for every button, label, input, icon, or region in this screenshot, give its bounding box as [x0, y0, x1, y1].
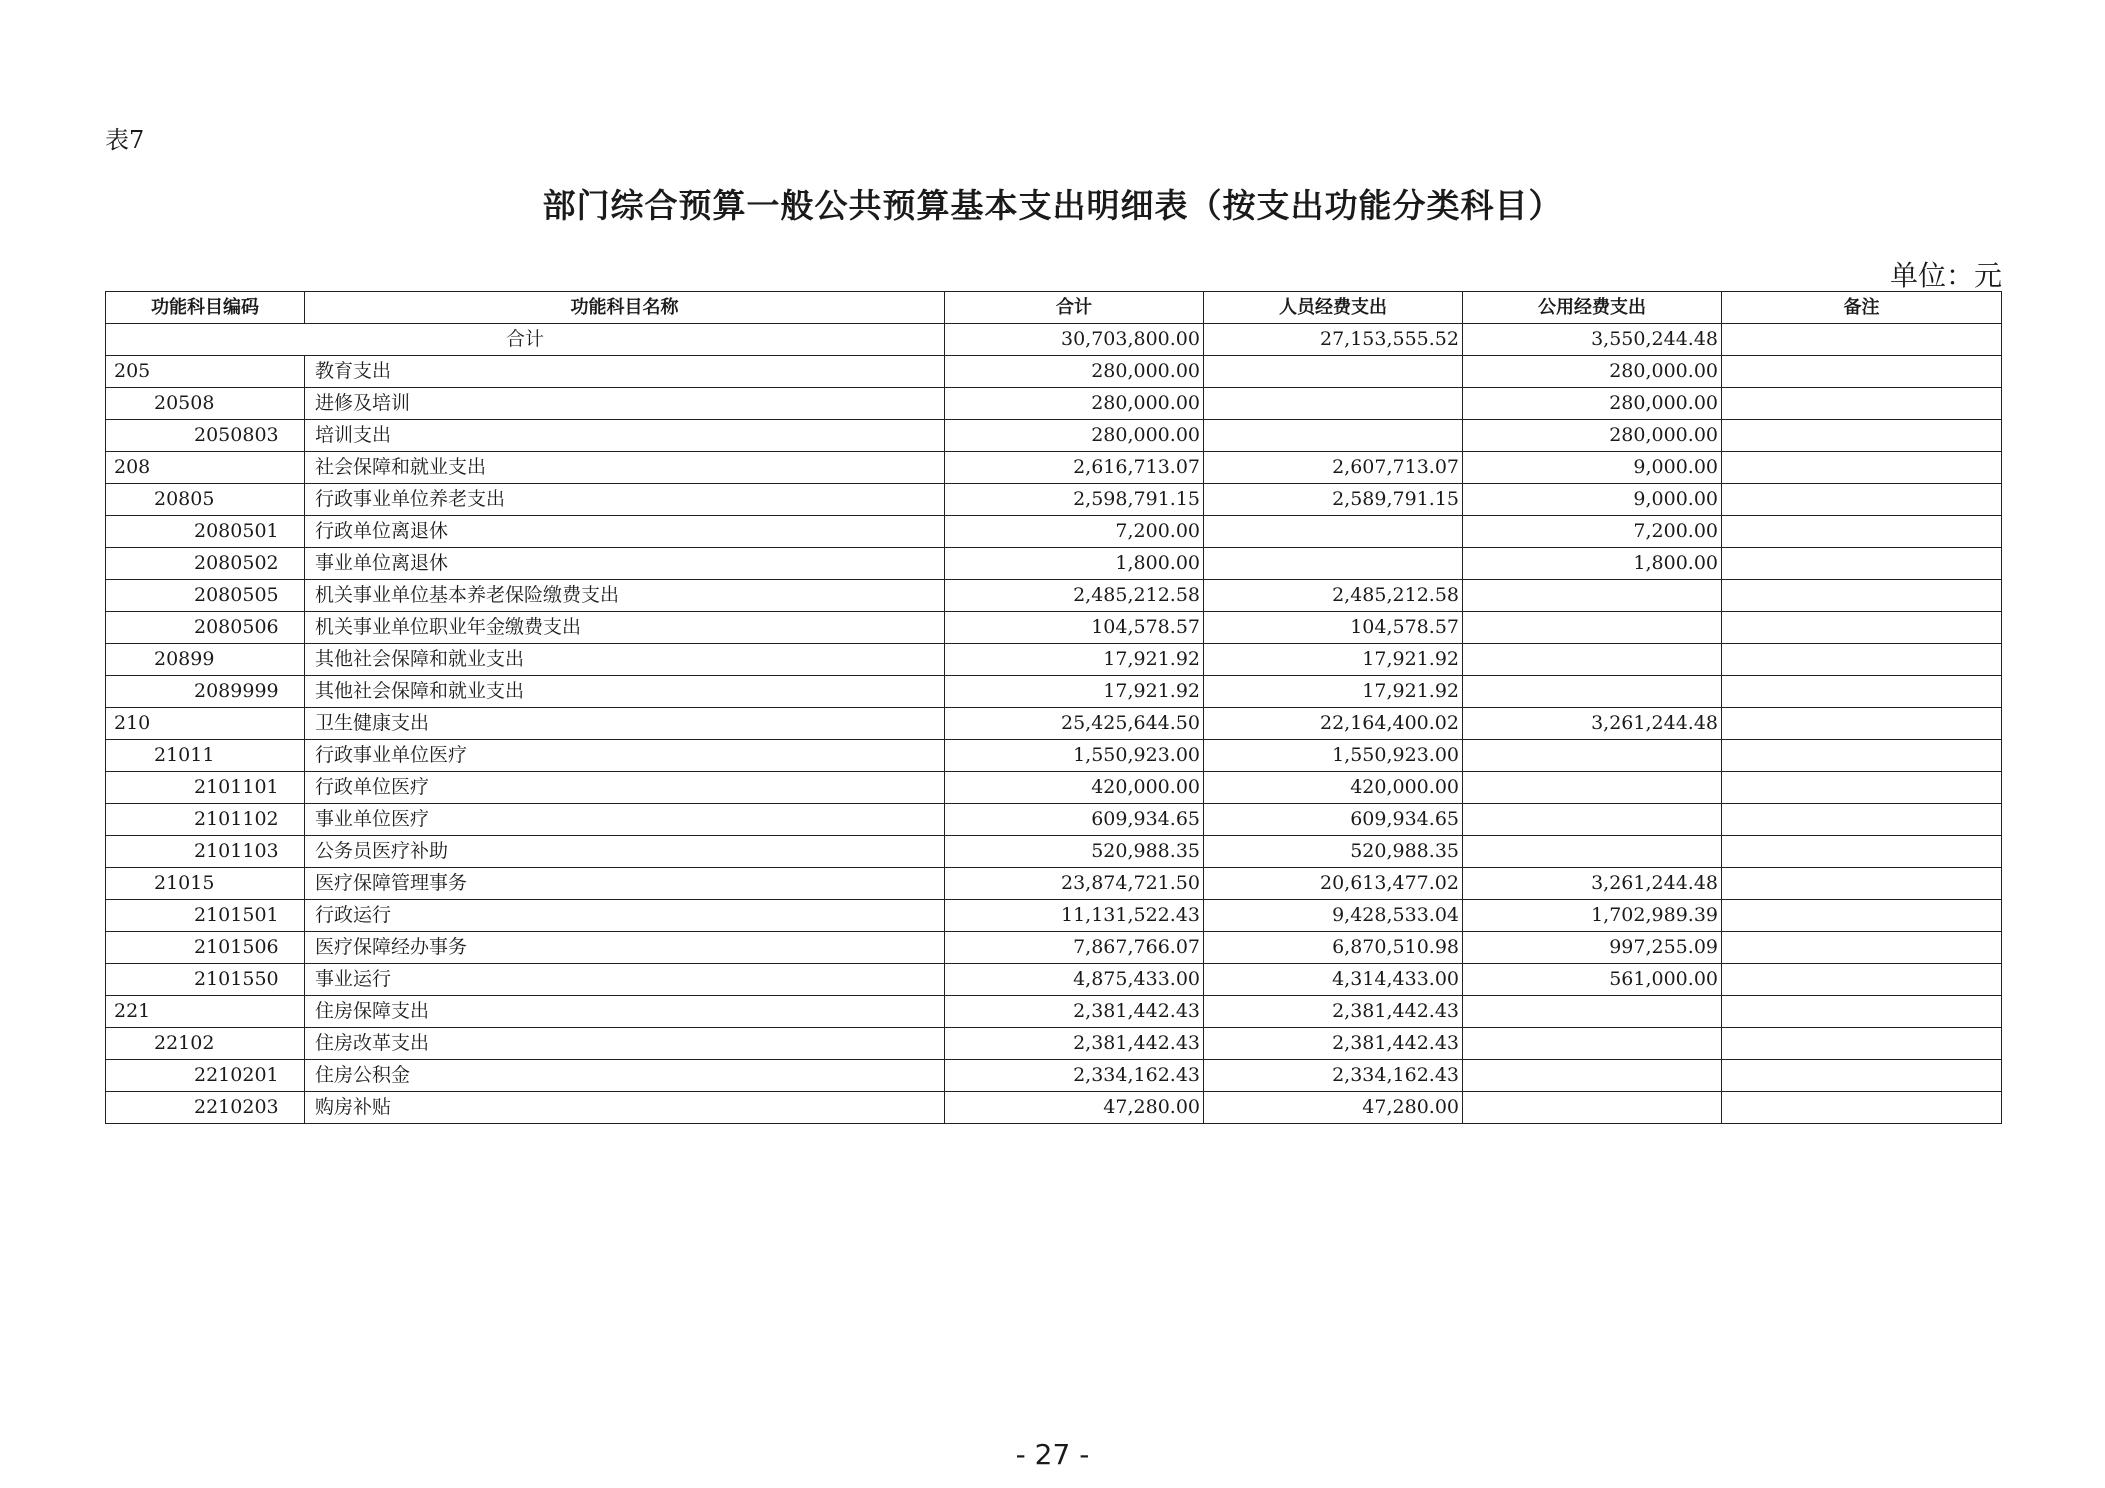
row-name: 其他社会保障和就业支出 [305, 676, 945, 708]
row-personnel: 2,589,791.15 [1204, 484, 1463, 516]
row-note [1722, 612, 2002, 644]
row-code: 20508 [106, 388, 305, 420]
row-public: 561,000.00 [1463, 964, 1722, 996]
row-total: 280,000.00 [945, 420, 1204, 452]
row-note [1722, 836, 2002, 868]
row-public: 3,261,244.48 [1463, 708, 1722, 740]
row-total: 17,921.92 [945, 676, 1204, 708]
row-public: 1,800.00 [1463, 548, 1722, 580]
table-row [106, 804, 2002, 836]
row-personnel: 4,314,433.00 [1204, 964, 1463, 996]
row-name: 行政单位离退休 [305, 516, 945, 548]
row-public [1463, 644, 1722, 676]
row-public [1463, 676, 1722, 708]
table-body [106, 324, 2002, 1124]
row-name: 住房公积金 [305, 1060, 945, 1092]
row-code: 2101550 [106, 964, 305, 996]
row-public [1463, 612, 1722, 644]
row-note [1722, 964, 2002, 996]
row-total: 2,381,442.43 [945, 996, 1204, 1028]
row-code: 2101506 [106, 932, 305, 964]
row-personnel [1204, 420, 1463, 452]
header-code: 功能科目编码 [106, 292, 305, 324]
row-personnel: 2,334,162.43 [1204, 1060, 1463, 1092]
row-code: 210 [106, 708, 305, 740]
table-row [106, 548, 2002, 580]
row-public [1463, 1092, 1722, 1124]
row-name: 行政事业单位医疗 [305, 740, 945, 772]
row-name: 行政运行 [305, 900, 945, 932]
row-personnel: 520,988.35 [1204, 836, 1463, 868]
table-label: 表7 [105, 126, 145, 154]
row-note [1722, 548, 2002, 580]
row-code: 22102 [106, 1028, 305, 1060]
row-total: 4,875,433.00 [945, 964, 1204, 996]
row-note [1722, 644, 2002, 676]
row-public [1463, 804, 1722, 836]
row-name: 行政单位医疗 [305, 772, 945, 804]
table-row [106, 612, 2002, 644]
table-row [106, 644, 2002, 676]
row-code: 2089999 [106, 676, 305, 708]
row-note [1722, 452, 2002, 484]
row-public [1463, 996, 1722, 1028]
row-code: 2101103 [106, 836, 305, 868]
row-total: 2,381,442.43 [945, 1028, 1204, 1060]
row-personnel: 47,280.00 [1204, 1092, 1463, 1124]
row-note [1722, 932, 2002, 964]
row-public: 1,702,989.39 [1463, 900, 1722, 932]
row-personnel: 9,428,533.04 [1204, 900, 1463, 932]
row-note [1722, 484, 2002, 516]
row-personnel [1204, 516, 1463, 548]
row-name: 住房改革支出 [305, 1028, 945, 1060]
row-public: 7,200.00 [1463, 516, 1722, 548]
row-code: 2080506 [106, 612, 305, 644]
row-personnel: 17,921.92 [1204, 644, 1463, 676]
row-name: 培训支出 [305, 420, 945, 452]
table-row [106, 356, 2002, 388]
row-total: 609,934.65 [945, 804, 1204, 836]
row-total: 1,550,923.00 [945, 740, 1204, 772]
header-public: 公用经费支出 [1463, 292, 1722, 324]
row-code: 2050803 [106, 420, 305, 452]
row-code: 2080505 [106, 580, 305, 612]
row-note [1722, 740, 2002, 772]
row-public [1463, 740, 1722, 772]
row-total: 2,616,713.07 [945, 452, 1204, 484]
row-personnel: 609,934.65 [1204, 804, 1463, 836]
row-total: 280,000.00 [945, 356, 1204, 388]
row-code: 21011 [106, 740, 305, 772]
row-personnel: 2,485,212.58 [1204, 580, 1463, 612]
row-personnel: 6,870,510.98 [1204, 932, 1463, 964]
row-code: 20805 [106, 484, 305, 516]
row-note [1722, 900, 2002, 932]
row-name: 事业单位医疗 [305, 804, 945, 836]
row-personnel: 2,381,442.43 [1204, 996, 1463, 1028]
row-total: 11,131,522.43 [945, 900, 1204, 932]
row-note [1722, 580, 2002, 612]
table-row [106, 516, 2002, 548]
table-row [106, 868, 2002, 900]
row-code: 2101101 [106, 772, 305, 804]
row-name: 卫生健康支出 [305, 708, 945, 740]
row-public: 280,000.00 [1463, 420, 1722, 452]
row-public [1463, 1060, 1722, 1092]
header-personnel: 人员经费支出 [1204, 292, 1463, 324]
row-personnel: 2,607,713.07 [1204, 452, 1463, 484]
row-name: 公务员医疗补助 [305, 836, 945, 868]
row-public: 997,255.09 [1463, 932, 1722, 964]
row-personnel: 2,381,442.43 [1204, 1028, 1463, 1060]
budget-table [105, 291, 2002, 1124]
row-code: 208 [106, 452, 305, 484]
row-name: 进修及培训 [305, 388, 945, 420]
row-code: 2080501 [106, 516, 305, 548]
row-personnel [1204, 356, 1463, 388]
row-note [1722, 1028, 2002, 1060]
row-code: 205 [106, 356, 305, 388]
row-personnel: 22,164,400.02 [1204, 708, 1463, 740]
row-total: 25,425,644.50 [945, 708, 1204, 740]
header-total: 合计 [945, 292, 1204, 324]
row-name: 医疗保障管理事务 [305, 868, 945, 900]
row-total: 2,598,791.15 [945, 484, 1204, 516]
total-row-public: 3,550,244.48 [1463, 324, 1722, 356]
row-public: 280,000.00 [1463, 356, 1722, 388]
row-note [1722, 804, 2002, 836]
table-row [106, 932, 2002, 964]
table-row [106, 836, 2002, 868]
row-total: 2,485,212.58 [945, 580, 1204, 612]
total-row-total: 30,703,800.00 [945, 324, 1204, 356]
row-name: 社会保障和就业支出 [305, 452, 945, 484]
row-total: 47,280.00 [945, 1092, 1204, 1124]
total-row-label: 合计 [106, 324, 945, 356]
row-public: 9,000.00 [1463, 484, 1722, 516]
table-row [106, 964, 2002, 996]
row-name: 机关事业单位职业年金缴费支出 [305, 612, 945, 644]
row-public [1463, 1028, 1722, 1060]
row-total: 2,334,162.43 [945, 1060, 1204, 1092]
row-public: 9,000.00 [1463, 452, 1722, 484]
row-personnel [1204, 388, 1463, 420]
table-row [106, 1060, 2002, 1092]
row-personnel [1204, 548, 1463, 580]
row-note [1722, 996, 2002, 1028]
row-personnel: 420,000.00 [1204, 772, 1463, 804]
row-code: 2101102 [106, 804, 305, 836]
total-row-note [1722, 324, 2002, 356]
row-name: 其他社会保障和就业支出 [305, 644, 945, 676]
row-code: 21015 [106, 868, 305, 900]
row-total: 7,867,766.07 [945, 932, 1204, 964]
row-note [1722, 388, 2002, 420]
row-name: 教育支出 [305, 356, 945, 388]
row-note [1722, 1060, 2002, 1092]
row-name: 医疗保障经办事务 [305, 932, 945, 964]
row-name: 住房保障支出 [305, 996, 945, 1028]
row-total: 1,800.00 [945, 548, 1204, 580]
row-code: 20899 [106, 644, 305, 676]
table-row [106, 708, 2002, 740]
row-total: 520,988.35 [945, 836, 1204, 868]
row-personnel: 20,613,477.02 [1204, 868, 1463, 900]
row-name: 购房补贴 [305, 1092, 945, 1124]
table-row [106, 772, 2002, 804]
table-row [106, 740, 2002, 772]
table-row [106, 420, 2002, 452]
row-code: 2210203 [106, 1092, 305, 1124]
unit-label: 单位：元 [1889, 259, 2002, 292]
total-row-personnel: 27,153,555.52 [1204, 324, 1463, 356]
table-row [106, 900, 2002, 932]
table-row [106, 388, 2002, 420]
row-name: 机关事业单位基本养老保险缴费支出 [305, 580, 945, 612]
table-row [106, 676, 2002, 708]
page-number: - 27 - [1015, 1438, 1090, 1471]
row-name: 行政事业单位养老支出 [305, 484, 945, 516]
row-code: 221 [106, 996, 305, 1028]
row-note [1722, 868, 2002, 900]
row-note [1722, 676, 2002, 708]
row-code: 2210201 [106, 1060, 305, 1092]
row-total: 280,000.00 [945, 388, 1204, 420]
row-public: 3,261,244.48 [1463, 868, 1722, 900]
header-name: 功能科目名称 [305, 292, 945, 324]
row-personnel: 104,578.57 [1204, 612, 1463, 644]
row-name: 事业单位离退休 [305, 548, 945, 580]
row-public [1463, 836, 1722, 868]
row-name: 事业运行 [305, 964, 945, 996]
row-personnel: 17,921.92 [1204, 676, 1463, 708]
row-public [1463, 772, 1722, 804]
total-row [106, 324, 2002, 356]
table-row [106, 1092, 2002, 1124]
table-row [106, 1028, 2002, 1060]
header-note: 备注 [1722, 292, 2002, 324]
row-code: 2101501 [106, 900, 305, 932]
table-row [106, 452, 2002, 484]
row-note [1722, 356, 2002, 388]
table-header [106, 292, 2002, 324]
row-public: 280,000.00 [1463, 388, 1722, 420]
row-total: 420,000.00 [945, 772, 1204, 804]
row-total: 17,921.92 [945, 644, 1204, 676]
page-title: 部门综合预算一般公共预算基本支出明细表（按支出功能分类科目） [542, 186, 1563, 225]
row-public [1463, 580, 1722, 612]
row-note [1722, 1092, 2002, 1124]
row-personnel: 1,550,923.00 [1204, 740, 1463, 772]
row-note [1722, 420, 2002, 452]
table-row [106, 996, 2002, 1028]
row-note [1722, 772, 2002, 804]
row-total: 104,578.57 [945, 612, 1204, 644]
row-code: 2080502 [106, 548, 305, 580]
row-total: 7,200.00 [945, 516, 1204, 548]
row-note [1722, 708, 2002, 740]
row-note [1722, 516, 2002, 548]
header-row [106, 292, 2002, 324]
row-total: 23,874,721.50 [945, 868, 1204, 900]
table-row [106, 484, 2002, 516]
table-row [106, 580, 2002, 612]
